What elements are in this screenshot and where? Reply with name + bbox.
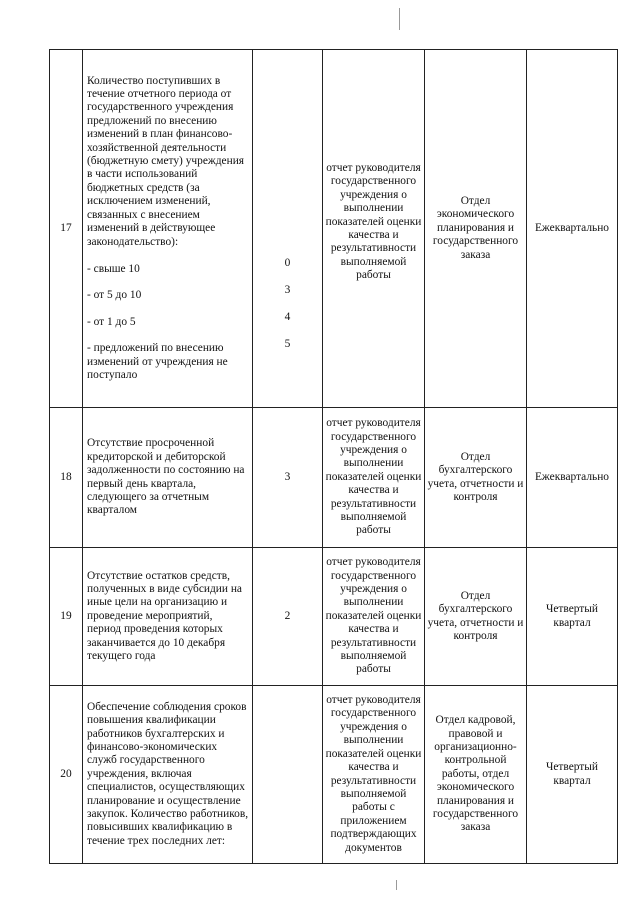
- department-cell: Отдел экономического планирования и государственного заказа: [425, 50, 527, 408]
- scan-mark-top: [399, 8, 400, 30]
- option-text: - от 1 до 5: [87, 315, 136, 328]
- option-text: - свыше 10: [87, 262, 140, 275]
- score-value: [253, 686, 323, 864]
- scan-mark-bottom: [396, 880, 397, 890]
- criterion-text: Количество поступивших в течение отчетного периода от государственного учреждения предложений по внесению изменений в план финансово-хозяйственной деятельности (бюджетную смету) учреждения в части использований бюджетных средств (за исключением изменений, связанных с внесением изменений в действующее законодательство):: [87, 74, 245, 248]
- frequency-cell: Четвертый квартал: [527, 686, 618, 864]
- score-value: 5: [284, 338, 291, 351]
- option-text: - от 5 до 10: [87, 289, 142, 302]
- table-row-18: [50, 408, 618, 548]
- table-row-20: [50, 686, 618, 864]
- frequency-cell: Ежеквартально: [527, 408, 618, 548]
- criteria-table: [49, 49, 618, 864]
- score-value: 4: [284, 311, 291, 324]
- criterion-text: Отсутствие остатков средств, полученных в виде субсидии на иные цели на организацию и проведение мероприятий, период проведения которых заканчивается до 10 декабря текущего года: [83, 548, 253, 686]
- source-cell: отчет руководителя государственного учреждения о выполнении показателей оценки качества и результативности выполняемой работы: [323, 50, 425, 408]
- row-number: 19: [50, 548, 83, 686]
- row-number: 18: [50, 408, 83, 548]
- score-value: 3: [253, 408, 323, 548]
- score-value: 0: [284, 257, 291, 270]
- frequency-cell: Ежеквартально: [527, 50, 618, 408]
- source-cell: отчет руководителя государственного учреждения о выполнении показателей оценки качества и результативности выполняемой работы с приложением подтверждающих документов: [323, 686, 425, 864]
- criterion-text: Обеспечение соблюдения сроков повышения квалификации работников бухгалтерских и финансово-экономических служб государственного учреждения, включая специалистов, осуществляющих планирование и осуществление закупок. Количество работников, повысивших квалификацию в течение трех последних лет:: [83, 686, 253, 864]
- department-cell: Отдел бухгалтерского учета, отчетности и контроля: [425, 408, 527, 548]
- frequency-cell: Четвертый квартал: [527, 548, 618, 686]
- criterion-text: Отсутствие просроченной кредиторской и дебиторской задолженности по состоянию на первый день квартала, следующего за отчетным кварталом: [83, 408, 253, 548]
- criterion-cell: [83, 50, 253, 408]
- table-row-19: [50, 548, 618, 686]
- score-value: 3: [284, 284, 291, 297]
- table-row-17: [50, 50, 618, 408]
- source-cell: отчет руководителя государственного учреждения о выполнении показателей оценки качества и результативности выполняемой работы: [323, 408, 425, 548]
- score-value: 2: [253, 548, 323, 686]
- source-cell: отчет руководителя государственного учреждения о выполнении показателей оценки качества и результативности выполняемой работы: [323, 548, 425, 686]
- row-number: 20: [50, 686, 83, 864]
- score-cell: [253, 50, 323, 408]
- department-cell: Отдел бухгалтерского учета, отчетности и контроля: [425, 548, 527, 686]
- option-text: - предложений по внесению изменений от учреждения не поступало: [87, 342, 228, 381]
- row-number: 17: [50, 50, 83, 408]
- department-cell: Отдел кадровой, правовой и организационно-контрольной работы, отдел экономического планирования и государственного заказа: [425, 686, 527, 864]
